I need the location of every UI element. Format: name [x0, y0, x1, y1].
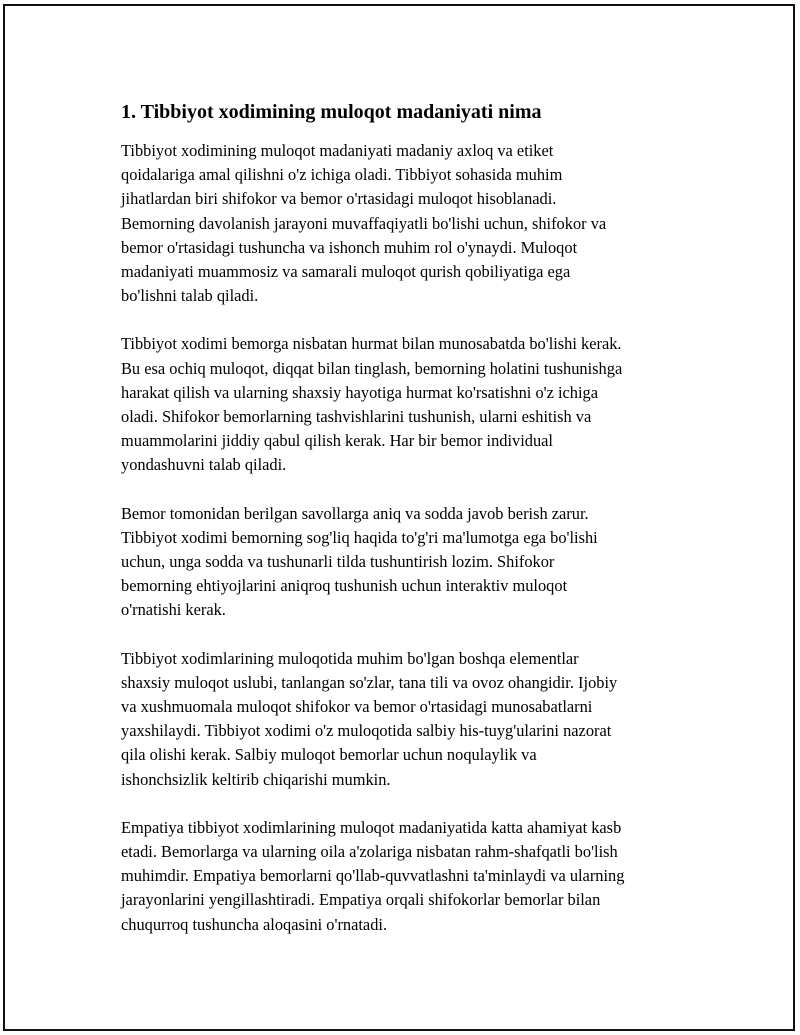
paragraph-2: [121, 332, 701, 477]
text-line: Tibbiyot xodimi bemorga nisbatan hurmat bilan munosabatda bo'lishi kerak.: [121, 334, 622, 354]
text-line: chuqurroq tushuncha aloqasini o'rnatadi.: [121, 914, 388, 934]
paragraph-5: [121, 816, 701, 937]
text-line: uchun, unga sodda va tushunarli tilda tushuntirish lozim. Shifokor: [121, 552, 555, 572]
document-title: 1. Tibbiyot xodimining muloqot madaniyati nima: [121, 101, 542, 123]
text-line: oladi. Shifokor bemorlarning tashvishlarini tushunish, ularni eshitish va: [121, 407, 592, 427]
text-line: yaxshilaydi. Tibbiyot xodimi o'z muloqotida salbiy his-tuyg'ularini nazorat: [121, 721, 612, 741]
document-content: [121, 98, 701, 961]
paragraph-3: [121, 502, 701, 623]
text-line: jarayonlarini yengillashtiradi. Empatiya orqali shifokorlar bemorlar bilan: [121, 890, 601, 910]
text-line: Empatiya tibbiyot xodimlarining muloqot madaniyatida katta ahamiyat kasb: [121, 817, 622, 837]
text-line: etadi. Bemorlarga va ularning oila a'zolariga nisbatan rahm-shafqatli bo'lish: [121, 842, 618, 862]
text-line: ishonchsizlik keltirib chiqarishi mumkin.: [121, 769, 391, 789]
text-line: Tibbiyot xodimi bemorning sog'liq haqida to'g'ri ma'lumotga ega bo'lishi: [121, 527, 598, 547]
text-line: madaniyati muammosiz va samarali muloqot qurish qobiliyatiga ega: [121, 262, 571, 282]
text-line: o'rnatishi kerak.: [121, 600, 226, 620]
paragraph-4: [121, 647, 701, 792]
text-line: bo'lishni talab qiladi.: [121, 286, 259, 306]
page-frame: [3, 4, 795, 1031]
text-line: va xushmuomala muloqot shifokor va bemor o'rtasidagi munosabatlarni: [121, 697, 593, 717]
text-line: qila olishi kerak. Salbiy muloqot bemorlar uchun noqulaylik va: [121, 745, 537, 765]
paragraph-1: [121, 139, 701, 308]
text-line: Tibbiyot xodimining muloqot madaniyati madaniy axloq va etiket: [121, 141, 554, 160]
text-line: bemor o'rtasidagi tushuncha va ishonch muhim rol o'ynaydi. Muloqot: [121, 237, 578, 257]
text-line: Tibbiyot xodimlarining muloqotida muhim bo'lgan boshqa elementlar: [121, 648, 579, 668]
text-line: yondashuvni talab qiladi.: [121, 455, 287, 475]
text-line: qoidalariga amal qilishni o'z ichiga oladi. Tibbiyot sohasida muhim: [121, 165, 563, 185]
text-line: Bu esa ochiq muloqot, diqqat bilan tinglash, bemorning holatini tushunishga: [121, 358, 623, 378]
text-line: bemorning ehtiyojlarini aniqroq tushunish uchun interaktiv muloqot: [121, 576, 568, 596]
text-line: Bemorning davolanish jarayoni muvaffaqiyatli bo'lishi uchun, shifokor va: [121, 213, 607, 233]
text-line: jihatlardan biri shifokor va bemor o'rtasidagi muloqot hisoblanadi.: [121, 189, 557, 209]
text-line: muhimdir. Empatiya bemorlarni qo'llab-quvvatlashni ta'minlaydi va ularning: [121, 866, 625, 886]
text-line: harakat qilish va ularning shaxsiy hayotiga hurmat ko'rsatishni o'z ichiga: [121, 382, 599, 402]
text-line: Bemor tomonidan berilgan savollarga aniq va sodda javob berish zarur.: [121, 503, 589, 523]
text-line: shaxsiy muloqot uslubi, tanlangan so'zlar, tana tili va ovoz ohangidir. Ijobiy: [121, 672, 618, 692]
text-line: muammolarini jiddiy qabul qilish kerak. Har bir bemor individual: [121, 431, 553, 451]
